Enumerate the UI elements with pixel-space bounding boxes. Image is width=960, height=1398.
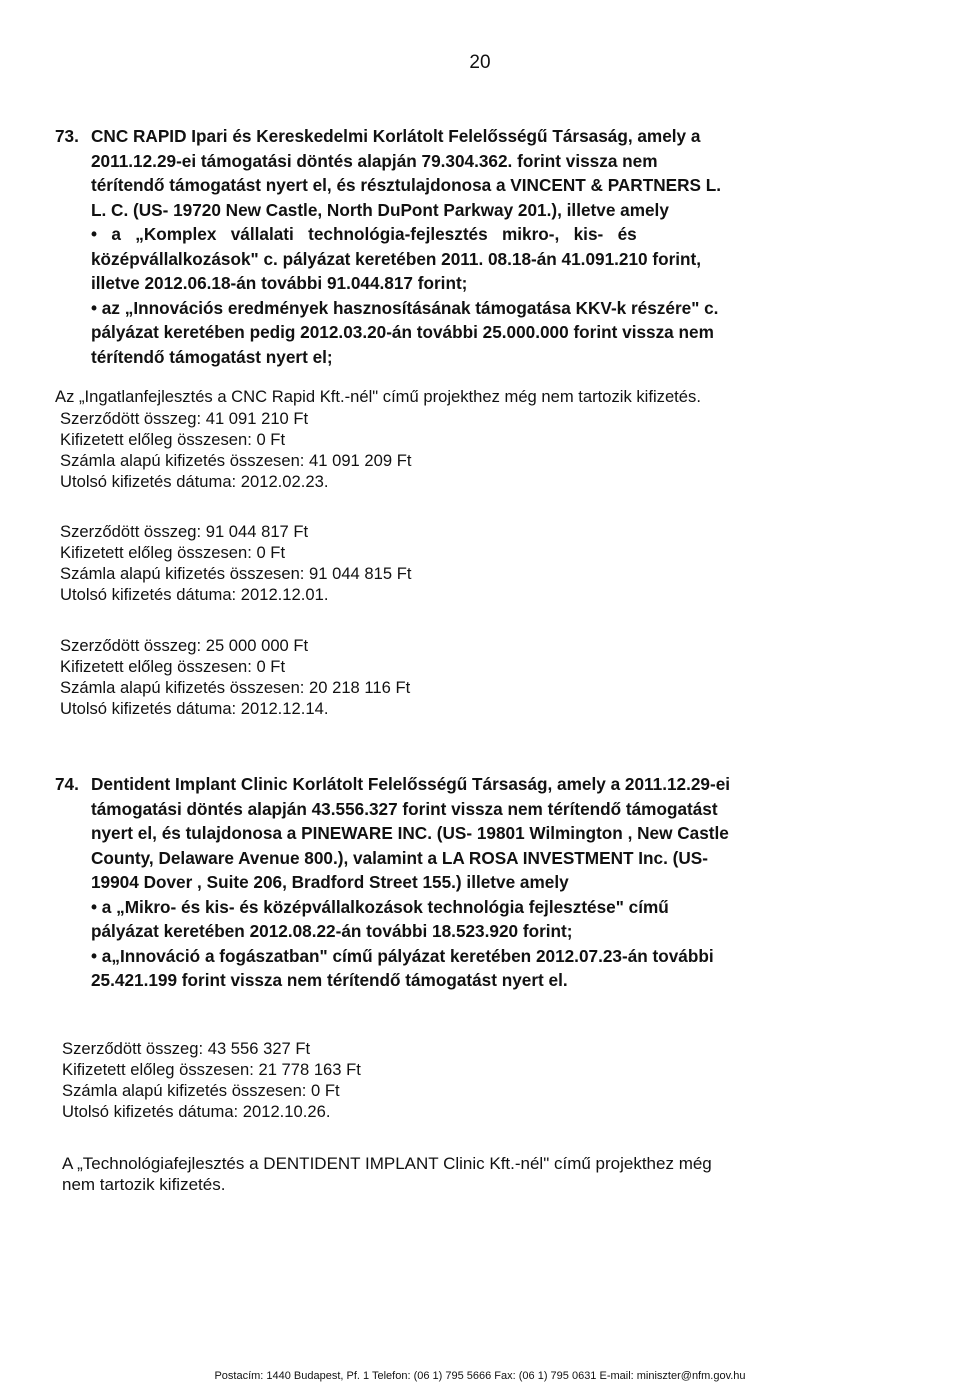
item-line: térítendő támogatást nyert el, és résztulajdonosa a VINCENT & PARTNERS L. bbox=[91, 175, 722, 195]
bullet-line: 25.421.199 forint vissza nem térítendő támogatást nyert el. bbox=[91, 970, 568, 990]
contract-line: Szerződött összeg: 41 091 210 Ft bbox=[60, 409, 309, 428]
bullet-line: • a„Innováció a fogászatban" című pályázat keretében 2012.07.23-án további bbox=[91, 945, 714, 966]
contract-block bbox=[60, 408, 860, 492]
bullet-line: • a „Mikro- és kis- és középvállalkozások technológia fejlesztése" című bbox=[91, 896, 669, 917]
contract-line: Kifizetett előleg összesen: 21 778 163 Ft bbox=[62, 1060, 361, 1079]
note-line: Az „Ingatlanfejlesztés a CNC Rapid Kft.-nél" című projekthez még nem tartozik kifizetés. bbox=[55, 387, 701, 406]
contract-line: Szerződött összeg: 43 556 327 Ft bbox=[62, 1039, 311, 1058]
item-74 bbox=[55, 772, 845, 993]
item-line: County, Delaware Avenue 800.), valamint a LA ROSA INVESTMENT Inc. (US- bbox=[91, 847, 708, 868]
item-number: 74. bbox=[55, 774, 79, 794]
item-number: 73. bbox=[55, 126, 79, 146]
note-line: nem tartozik kifizetés. bbox=[62, 1175, 226, 1194]
contract-line: Utolsó kifizetés dátuma: 2012.02.23. bbox=[60, 472, 329, 491]
project-note-73 bbox=[55, 386, 855, 407]
bullet-line: • az „Innovációs eredmények hasznosításának támogatása KKV-k részére" c. bbox=[91, 297, 719, 318]
contract-line: Szerződött összeg: 91 044 817 Ft bbox=[60, 522, 309, 541]
contract-line: Számla alapú kifizetés összesen: 91 044 815 Ft bbox=[60, 564, 412, 583]
item-line: 2011.12.29-ei támogatási döntés alapján 79.304.362. forint vissza nem bbox=[91, 150, 658, 171]
contract-line: Utolsó kifizetés dátuma: 2012.10.26. bbox=[62, 1102, 331, 1121]
item-73 bbox=[55, 124, 845, 369]
item-line: nyert el, és tulajdonosa a PINEWARE INC. (US- 19801 Wilmington , New Castle bbox=[91, 823, 729, 843]
contract-block bbox=[62, 1038, 862, 1122]
bullet-line: középvállalkozások" c. pályázat keretében 2011. 08.18-án 41.091.210 forint, bbox=[91, 248, 702, 269]
contract-line: Kifizetett előleg összesen: 0 Ft bbox=[60, 543, 286, 562]
contract-line: Számla alapú kifizetés összesen: 0 Ft bbox=[62, 1081, 340, 1100]
contract-block bbox=[60, 635, 860, 719]
contract-line: Utolsó kifizetés dátuma: 2012.12.01. bbox=[60, 585, 329, 604]
bullet-line: pályázat keretében 2012.08.22-án további 18.523.920 forint; bbox=[91, 921, 573, 941]
contract-line: Számla alapú kifizetés összesen: 41 091 209 Ft bbox=[60, 451, 412, 470]
item-line: L. C. (US- 19720 New Castle, North DuPont Parkway 201.), illetve amely bbox=[91, 199, 669, 220]
item-line: CNC RAPID Ipari és Kereskedelmi Korlátolt Felelősségű Társaság, amely a bbox=[91, 126, 701, 146]
page-number: 20 bbox=[469, 52, 491, 73]
project-note-74 bbox=[62, 1153, 862, 1195]
contract-line: Szerződött összeg: 25 000 000 Ft bbox=[60, 636, 309, 655]
bullet-line: pályázat keretében pedig 2012.03.20-án további 25.000.000 forint vissza nem bbox=[91, 322, 714, 342]
contract-block bbox=[60, 521, 860, 605]
bullet-line: • a „Komplex vállalati technológia-fejlesztés mikro-, kis- és bbox=[91, 224, 637, 244]
item-line: támogatási döntés alapján 43.556.327 forint vissza nem térítendő támogatást bbox=[91, 798, 718, 819]
note-line: A „Technológiafejlesztés a DENTIDENT IMPLANT Clinic Kft.-nél" című projekthez még bbox=[62, 1154, 712, 1173]
contract-line: Kifizetett előleg összesen: 0 Ft bbox=[60, 430, 286, 449]
contract-line: Utolsó kifizetés dátuma: 2012.12.14. bbox=[60, 699, 329, 718]
bullet-line: térítendő támogatást nyert el; bbox=[91, 346, 333, 367]
bullet-line: illetve 2012.06.18-án további 91.044.817 forint; bbox=[91, 273, 468, 293]
contract-line: Számla alapú kifizetés összesen: 20 218 116 Ft bbox=[60, 678, 411, 697]
contract-line: Kifizetett előleg összesen: 0 Ft bbox=[60, 657, 286, 676]
footer-contact: Postacím: 1440 Budapest, Pf. 1 Telefon: (06 1) 795 5666 Fax: (06 1) 795 0631 E-mail: miniszter@nfm.gov.hu bbox=[214, 1370, 746, 1382]
item-line: Dentident Implant Clinic Korlátolt Felelősségű Társaság, amely a 2011.12.29-ei bbox=[91, 774, 731, 794]
item-line: 19904 Dover , Suite 206, Bradford Street 155.) illetve amely bbox=[91, 872, 569, 892]
